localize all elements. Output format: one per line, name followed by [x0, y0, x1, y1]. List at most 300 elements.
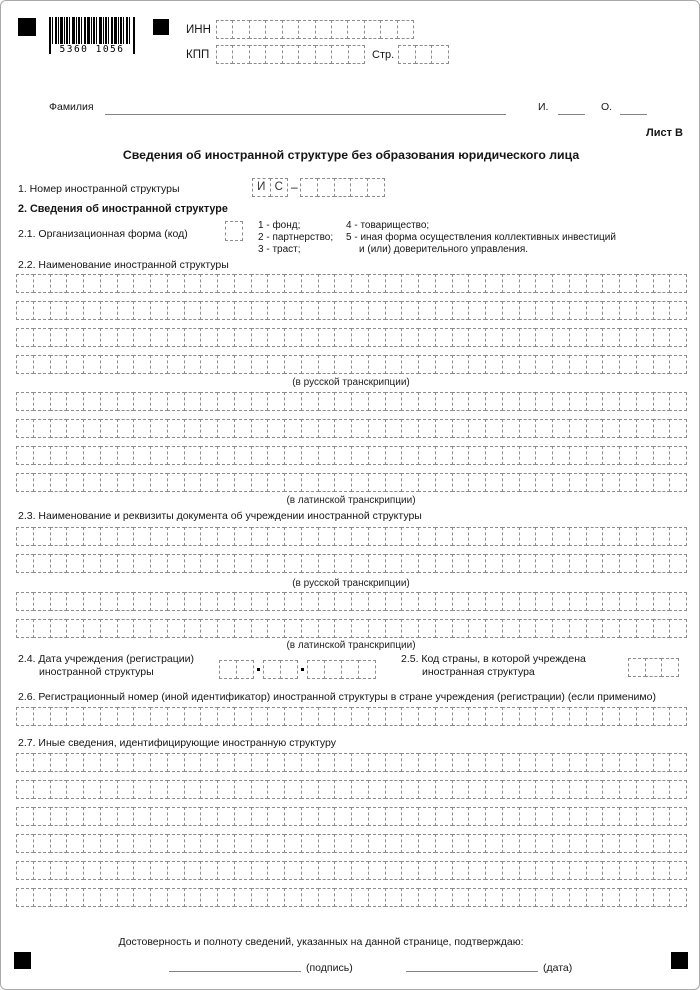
char-cell [234, 834, 252, 853]
char-cell [184, 753, 202, 772]
char-cell [452, 473, 470, 492]
char-cell [117, 355, 135, 374]
char-cell [653, 619, 671, 638]
char-cell [552, 888, 570, 907]
char-cell [569, 274, 587, 293]
patronymic-initial-label: О. [601, 101, 613, 113]
char-cell [16, 619, 34, 638]
char-cell [100, 446, 118, 465]
char-cell [485, 861, 503, 880]
char-cell [217, 888, 235, 907]
char-cell [133, 554, 151, 573]
char-cell [418, 355, 436, 374]
char-cell [401, 619, 419, 638]
structure-name-lat-row [16, 419, 687, 438]
char-cell [200, 446, 218, 465]
date-line [406, 971, 538, 972]
char-cell [653, 592, 671, 611]
char-cell [334, 888, 352, 907]
char-cell [83, 807, 101, 826]
char-cell [485, 274, 503, 293]
char-cell [200, 392, 218, 411]
char-cell [100, 419, 118, 438]
char-cell [232, 45, 249, 64]
char-cell [535, 707, 553, 726]
char-cell [334, 328, 352, 347]
registration-number-row [16, 707, 687, 726]
char-cell [351, 446, 369, 465]
char-cell [401, 707, 419, 726]
char-cell [33, 527, 51, 546]
char-cell [502, 527, 520, 546]
char-cell [217, 834, 235, 853]
char-cell [150, 619, 168, 638]
char-cell [66, 780, 84, 799]
char-cell [468, 807, 486, 826]
char-cell [619, 554, 637, 573]
char-cell [519, 780, 537, 799]
char-cell [535, 274, 553, 293]
char-cell [636, 807, 654, 826]
founding-date-month-field [263, 660, 298, 679]
char-cell [100, 834, 118, 853]
char-cell [334, 178, 352, 197]
char-cell [418, 780, 436, 799]
inn-label: ИНН [186, 24, 211, 36]
char-cell [519, 301, 537, 320]
char-cell [267, 619, 285, 638]
char-cell [368, 527, 386, 546]
char-cell [66, 355, 84, 374]
char-cell [398, 45, 416, 64]
char-cell [385, 301, 403, 320]
char-cell [300, 178, 318, 197]
char-cell [347, 20, 364, 39]
char-cell [117, 888, 135, 907]
char-cell [452, 888, 470, 907]
char-cell [535, 355, 553, 374]
char-cell [83, 527, 101, 546]
char-cell [50, 780, 68, 799]
char-cell [351, 780, 369, 799]
char-cell [133, 807, 151, 826]
char-cell [653, 888, 671, 907]
char-cell [317, 178, 335, 197]
char-cell [334, 707, 352, 726]
char-cell [83, 301, 101, 320]
char-cell [234, 446, 252, 465]
char-cell [100, 888, 118, 907]
char-cell [669, 419, 687, 438]
char-cell [468, 707, 486, 726]
char-cell [619, 355, 637, 374]
structure-name-ru-row [16, 301, 687, 320]
char-cell [251, 807, 269, 826]
char-cell [552, 392, 570, 411]
char-cell [184, 446, 202, 465]
surname-label: Фамилия [49, 101, 94, 113]
char-cell [418, 328, 436, 347]
char-cell [284, 554, 302, 573]
char-cell [334, 355, 352, 374]
char-cell [485, 301, 503, 320]
char-cell [100, 753, 118, 772]
char-cell [133, 834, 151, 853]
char-cell [619, 301, 637, 320]
char-cell [619, 834, 637, 853]
char-cell [133, 753, 151, 772]
char-cell [334, 807, 352, 826]
char-cell [267, 861, 285, 880]
char-cell [435, 446, 453, 465]
char-cell [217, 274, 235, 293]
char-cell [331, 45, 348, 64]
char-cell [318, 807, 336, 826]
structure-name-ru-row [16, 274, 687, 293]
char-cell [234, 753, 252, 772]
char-cell [234, 419, 252, 438]
char-cell [318, 355, 336, 374]
char-cell [485, 554, 503, 573]
char-cell [485, 473, 503, 492]
char-cell [251, 888, 269, 907]
char-cell [586, 888, 604, 907]
structure-number-prefix [252, 178, 288, 197]
char-cell [200, 753, 218, 772]
char-cell [351, 392, 369, 411]
char-cell [83, 592, 101, 611]
char-cell [16, 446, 34, 465]
char-cell [653, 807, 671, 826]
char-cell [280, 660, 298, 679]
barcode-digits: 5360 1056 [52, 44, 132, 55]
char-cell [167, 834, 185, 853]
char-cell [117, 707, 135, 726]
char-cell [66, 888, 84, 907]
char-cell [401, 328, 419, 347]
char-cell [217, 419, 235, 438]
char-cell [653, 834, 671, 853]
char-cell [234, 888, 252, 907]
char-cell [133, 861, 151, 880]
char-cell [184, 473, 202, 492]
char-cell [33, 834, 51, 853]
char-cell [645, 658, 663, 677]
char-cell [251, 419, 269, 438]
char-cell [368, 780, 386, 799]
char-cell [435, 301, 453, 320]
char-cell [368, 473, 386, 492]
char-cell [351, 834, 369, 853]
char-cell [367, 178, 385, 197]
char-cell [452, 554, 470, 573]
section2-heading: 2. Сведения об иностранной структуре [18, 203, 228, 215]
char-cell [452, 301, 470, 320]
char-cell [267, 592, 285, 611]
char-cell [418, 473, 436, 492]
char-cell [586, 274, 604, 293]
char-cell [385, 446, 403, 465]
char-cell [301, 888, 319, 907]
char-cell [351, 473, 369, 492]
char-cell [619, 707, 637, 726]
char-cell [267, 780, 285, 799]
date-caption: (дата) [543, 962, 573, 974]
char-cell [669, 301, 687, 320]
char-cell [669, 888, 687, 907]
char-cell [150, 753, 168, 772]
org-form-code-4: 4 - товарищество; [346, 220, 430, 231]
char-cell [234, 807, 252, 826]
char-cell [301, 592, 319, 611]
char-cell [318, 861, 336, 880]
char-cell [535, 861, 553, 880]
char-cell [385, 888, 403, 907]
char-cell [284, 888, 302, 907]
char-cell [435, 707, 453, 726]
char-cell [117, 592, 135, 611]
char-cell [401, 780, 419, 799]
char-cell [251, 328, 269, 347]
patronymic-initial-line [620, 114, 647, 115]
section1-label: 1. Номер иностранной структуры [18, 183, 180, 195]
char-cell [334, 592, 352, 611]
char-cell [602, 707, 620, 726]
char-cell [636, 527, 654, 546]
char-cell [301, 554, 319, 573]
char-cell [602, 780, 620, 799]
char-cell [435, 592, 453, 611]
char-cell [150, 592, 168, 611]
char-cell [267, 328, 285, 347]
char-cell [167, 328, 185, 347]
char-cell [267, 355, 285, 374]
char-cell [418, 592, 436, 611]
char-cell [217, 619, 235, 638]
char-cell [401, 446, 419, 465]
char-cell [435, 274, 453, 293]
char-cell [66, 554, 84, 573]
char-cell [284, 446, 302, 465]
char-cell [331, 20, 348, 39]
char-cell [552, 446, 570, 465]
char-cell [519, 807, 537, 826]
char-cell [200, 554, 218, 573]
char-cell [318, 446, 336, 465]
char-cell [66, 753, 84, 772]
char-cell [468, 274, 486, 293]
char-cell [452, 274, 470, 293]
char-cell [100, 780, 118, 799]
char-cell [435, 355, 453, 374]
char-cell [284, 419, 302, 438]
sheet-label: Лист В [646, 127, 683, 139]
confirmation-statement: Достоверность и полноту сведений, указанных на данной странице, подтверждаю: [118, 936, 524, 948]
char-cell [552, 301, 570, 320]
registration-mark-top-inner [153, 19, 169, 35]
char-cell [669, 619, 687, 638]
char-cell [519, 446, 537, 465]
char-cell [602, 392, 620, 411]
char-cell [519, 473, 537, 492]
char-cell [602, 888, 620, 907]
char-cell [385, 861, 403, 880]
char-cell [301, 274, 319, 293]
char-cell [552, 355, 570, 374]
char-cell [50, 592, 68, 611]
char-cell [284, 707, 302, 726]
char-cell [117, 392, 135, 411]
char-cell [586, 834, 604, 853]
char-cell [216, 45, 233, 64]
char-cell [16, 473, 34, 492]
char-cell [602, 807, 620, 826]
char-cell [184, 834, 202, 853]
char-cell [669, 554, 687, 573]
other-info-row [16, 807, 687, 826]
char-cell [83, 780, 101, 799]
char-cell [50, 861, 68, 880]
char-cell [368, 301, 386, 320]
char-cell [200, 834, 218, 853]
char-cell [485, 753, 503, 772]
structure-number-field [300, 178, 385, 197]
char-cell [16, 753, 34, 772]
char-cell [184, 328, 202, 347]
char-cell [602, 446, 620, 465]
char-cell [301, 780, 319, 799]
char-cell [234, 355, 252, 374]
char-cell [33, 619, 51, 638]
char-cell [200, 780, 218, 799]
char-cell [602, 355, 620, 374]
char-cell [435, 473, 453, 492]
structure-name-lat-row [16, 473, 687, 492]
other-info-row [16, 834, 687, 853]
char-cell [16, 780, 34, 799]
char-cell [167, 446, 185, 465]
char-cell [184, 888, 202, 907]
char-cell [50, 301, 68, 320]
char-cell [569, 780, 587, 799]
char-cell [535, 888, 553, 907]
char-cell [418, 392, 436, 411]
char-cell [351, 861, 369, 880]
char-cell [502, 446, 520, 465]
char-cell [418, 807, 436, 826]
char-cell [167, 807, 185, 826]
char-cell [535, 807, 553, 826]
char-cell [502, 780, 520, 799]
char-cell [251, 527, 269, 546]
char-cell [217, 328, 235, 347]
char-cell [217, 527, 235, 546]
char-cell [619, 807, 637, 826]
char-cell [334, 834, 352, 853]
char-cell [519, 274, 537, 293]
char-cell [636, 753, 654, 772]
char-cell [468, 888, 486, 907]
char-cell [636, 707, 654, 726]
char-cell [519, 861, 537, 880]
char-cell [100, 554, 118, 573]
char-cell [636, 274, 654, 293]
char-cell [117, 527, 135, 546]
char-cell [468, 619, 486, 638]
char-cell [401, 807, 419, 826]
char-cell [351, 807, 369, 826]
char-cell [519, 707, 537, 726]
char-cell [418, 446, 436, 465]
char-cell [301, 419, 319, 438]
char-cell [284, 753, 302, 772]
char-cell [267, 888, 285, 907]
char-cell [33, 707, 51, 726]
char-cell [66, 392, 84, 411]
char-cell [401, 301, 419, 320]
char-cell [50, 419, 68, 438]
char-cell [33, 446, 51, 465]
char-cell [234, 301, 252, 320]
char-cell [267, 753, 285, 772]
char-cell [485, 834, 503, 853]
char-cell [636, 554, 654, 573]
char-cell [117, 780, 135, 799]
char-cell [216, 20, 233, 39]
char-cell [368, 861, 386, 880]
char-cell [318, 527, 336, 546]
char-cell [251, 473, 269, 492]
char-cell [83, 753, 101, 772]
char-cell [249, 45, 266, 64]
char-cell [653, 301, 671, 320]
char-cell [318, 753, 336, 772]
char-cell [66, 707, 84, 726]
char-cell [150, 834, 168, 853]
char-cell [234, 328, 252, 347]
signature-caption: (подпись) [306, 962, 353, 974]
org-form-label: 2.1. Организационная форма (код) [18, 228, 188, 240]
char-cell [66, 592, 84, 611]
char-cell [368, 592, 386, 611]
char-cell [150, 888, 168, 907]
structure-number-separator: – [291, 180, 298, 194]
char-cell [569, 888, 587, 907]
char-cell [100, 301, 118, 320]
char-cell [200, 473, 218, 492]
char-cell [385, 807, 403, 826]
char-cell [535, 392, 553, 411]
char-cell [117, 274, 135, 293]
char-cell [552, 753, 570, 772]
latin-transcription-caption: (в латинской транскрипции) [286, 640, 416, 651]
char-cell [351, 355, 369, 374]
char-cell [385, 780, 403, 799]
char-cell [452, 446, 470, 465]
inn-field [216, 20, 414, 39]
char-cell [33, 780, 51, 799]
char-cell [385, 619, 403, 638]
page-number-label: Стр. [372, 49, 395, 61]
char-cell [586, 419, 604, 438]
char-cell [200, 419, 218, 438]
char-cell [318, 834, 336, 853]
char-cell [519, 592, 537, 611]
char-cell [418, 707, 436, 726]
char-cell [468, 355, 486, 374]
char-cell [217, 861, 235, 880]
char-cell [435, 527, 453, 546]
